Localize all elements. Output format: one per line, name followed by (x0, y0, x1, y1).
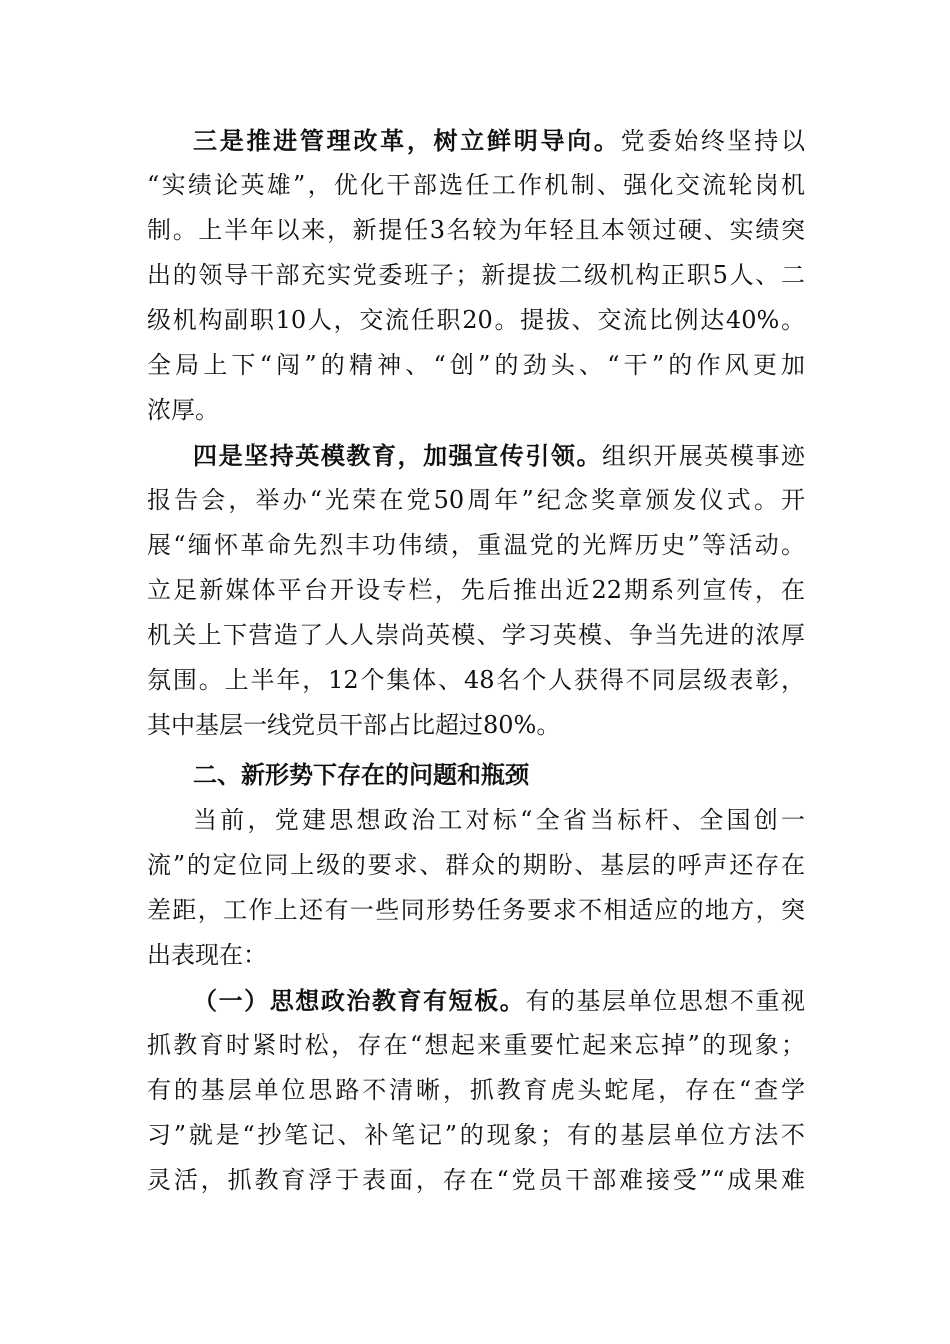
paragraph-lead: 四是坚持英模教育，加强宣传引领。 (193, 441, 603, 470)
section-heading (147, 753, 805, 798)
text-line: 有的基层单位思路不清晰，抓教育虎头蛇尾，存在“查学 (147, 1076, 805, 1104)
text-line: 出表现在： (147, 941, 267, 969)
text-line: 二、新形势下存在的问题和瓶颈 (193, 761, 529, 789)
document-page (147, 118, 805, 1203)
text-line: 差距，工作上还有一些同形势任务要求不相适应的地方，突 (147, 896, 805, 924)
paragraph-lead: （一）思想政治教育有短板。 (193, 986, 526, 1015)
text-run: 组织开展英模事迹 (602, 442, 806, 470)
paragraph (147, 118, 805, 433)
text-line: 级机构副职10人，交流任职20。提拔、交流比例达40%。 (147, 306, 805, 334)
text-line: 灵活，抓教育浮于表面，存在“党员干部难接受”“成果难 (147, 1166, 805, 1194)
text-line: “实绩论英雄”，优化干部选任工作机制、强化交流轮岗机 (147, 171, 805, 199)
text-run: 党委始终坚持以 (620, 127, 806, 155)
text-line: 浓厚。 (147, 396, 219, 424)
text-line (147, 433, 805, 478)
text-line: 机关上下营造了人人崇尚英模、学习英模、争当先进的浓厚 (147, 621, 805, 649)
paragraph (147, 798, 805, 978)
text-line: 习”就是“抄笔记、补笔记”的现象；有的基层单位方法不 (147, 1121, 805, 1149)
text-run: 有的基层单位思想不重视 (525, 987, 806, 1015)
text-line (147, 978, 805, 1023)
paragraph-lead: 三是推进管理改革，树立鲜明导向。 (193, 126, 621, 155)
text-line (147, 118, 805, 163)
paragraph (147, 433, 805, 748)
text-line: 立足新媒体平台开设专栏，先后推出近22期系列宣传，在 (147, 576, 805, 604)
text-line: 出的领导干部充实党委班子；新提拔二级机构正职5人、二 (147, 261, 805, 289)
text-line: 报告会，举办“光荣在党50周年”纪念奖章颁发仪式。开 (147, 486, 805, 514)
text-line: 当前，党建思想政治工对标“全省当标杆、全国创一 (193, 806, 805, 834)
text-line: 抓教育时紧时松，存在“想起来重要忙起来忘掉”的现象； (147, 1031, 805, 1059)
text-line: 全局上下“闯”的精神、“创”的劲头、“干”的作风更加 (147, 351, 805, 379)
text-line: 流”的定位同上级的要求、群众的期盼、基层的呼声还存在 (147, 851, 805, 879)
text-line: 其中基层一线党员干部占比超过80%。 (147, 711, 561, 739)
text-line: 氛围。上半年，12个集体、48名个人获得不同层级表彰， (147, 666, 805, 694)
text-line: 制。上半年以来，新提任3名较为年轻且本领过硬、实绩突 (147, 216, 805, 244)
paragraph (147, 978, 805, 1203)
text-line: 展“缅怀革命先烈丰功伟绩，重温党的光辉历史”等活动。 (147, 531, 805, 559)
